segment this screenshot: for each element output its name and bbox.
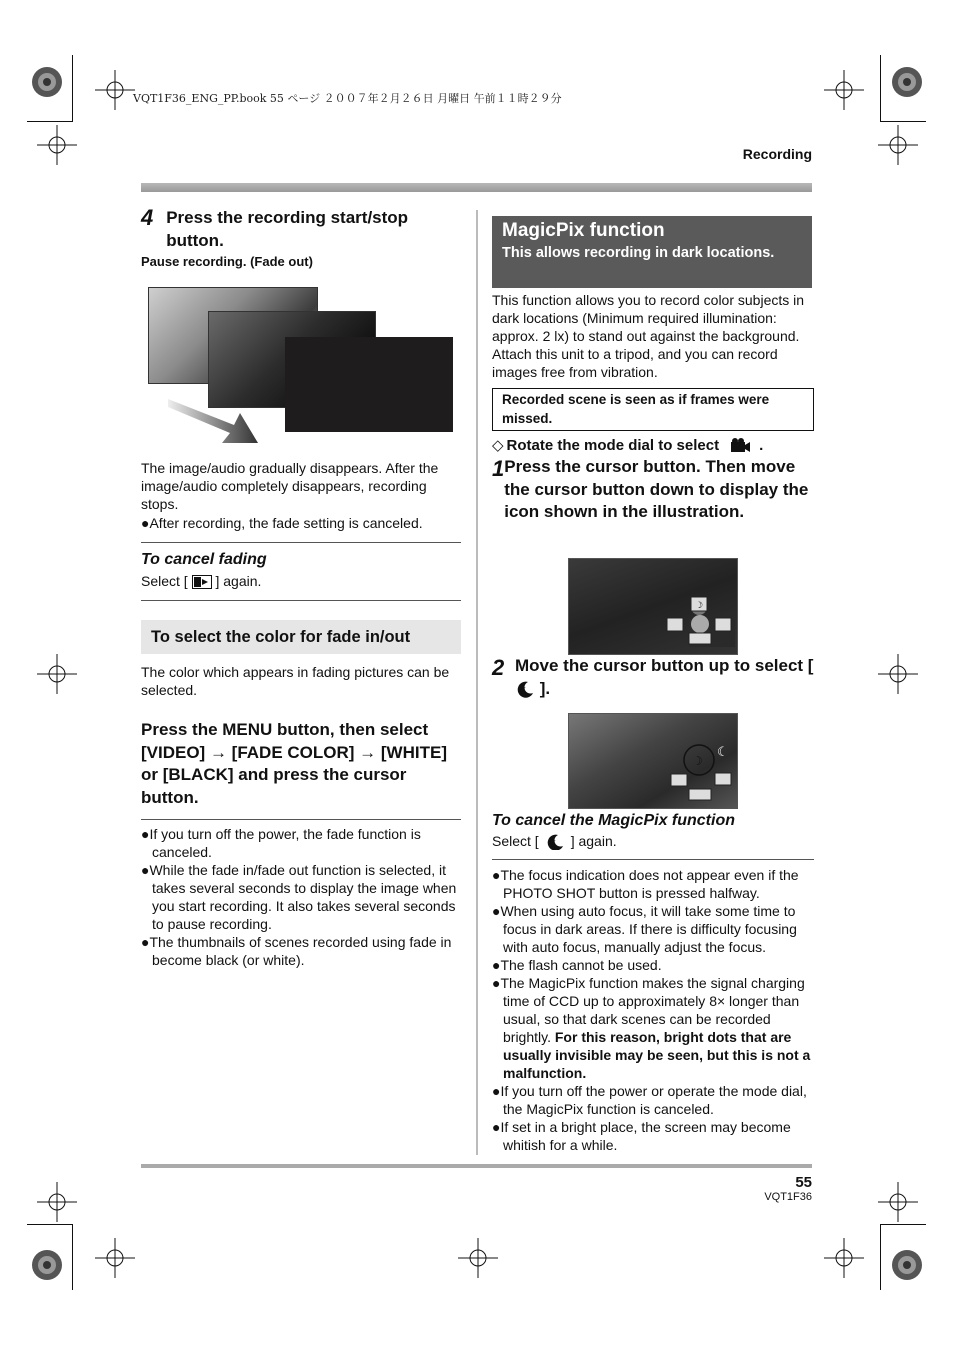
magicpix-subtitle: This allows recording in dark locations.	[502, 245, 775, 261]
fade-icon	[192, 575, 212, 589]
magicpix-intro: This function allows you to record color subjects in dark locations (Minimum required illumination: approx. 2 lx) to stand out against the background. Attach this unit to a tripod, and you can record images free from vibration.	[492, 292, 805, 380]
bullet-icon: ●	[141, 934, 150, 950]
bold-warning: For this reason, bright dots that are usually invisible may be seen, but this is not a malfunction.	[503, 1029, 811, 1081]
crosshair-icon	[878, 654, 918, 694]
crosshair-icon	[458, 1238, 498, 1278]
cancel-fading-text: Select [ ] again.	[141, 573, 262, 589]
bullet-icon: ●	[492, 1119, 501, 1135]
crosshair-icon	[95, 70, 135, 110]
magicpix-title: MagicPix function	[502, 220, 665, 241]
svg-text:★: ★	[518, 684, 527, 694]
step-subtitle: Pause recording. (Fade out)	[141, 254, 313, 269]
list-item: ●While the fade in/fade out function is selected, it takes several seconds to display the image when you start recording. It also takes several seconds to pause recording.	[141, 862, 457, 932]
magicpix-night-icon	[545, 833, 565, 850]
document-code: VQT1F36	[764, 1191, 812, 1203]
fade-color-header	[141, 620, 461, 654]
menu-instruction: Press the MENU button, then select [VIDEO] → [FADE COLOR] → [WHITE] or [BLACK] and press the cursor button.	[141, 720, 447, 807]
crosshair-icon	[824, 70, 864, 110]
list-item: ●After recording, the fade setting is canceled.	[141, 515, 423, 531]
section-heading: To select the color for fade in/out	[151, 627, 411, 646]
divider	[141, 542, 461, 543]
crosshair-icon	[824, 1238, 864, 1278]
file-info: VQT1F36_ENG_PP.book 55 ページ ２００７年２月２６日 月曜日 午前１１時２９分	[133, 92, 562, 105]
diamond-icon: ◇	[492, 437, 504, 454]
list-item: ●The flash cannot be used.	[492, 957, 662, 973]
cursor-menu-icon	[569, 714, 737, 808]
crosshair-icon	[95, 1238, 135, 1278]
step-1	[492, 456, 814, 524]
registration-target-icon	[30, 65, 64, 99]
divider	[492, 859, 814, 860]
boxed-note: Recorded scene is seen as if frames were missed.	[492, 388, 814, 431]
svg-text:☽: ☽	[695, 600, 704, 610]
list-item: ●The focus indication does not appear even if the PHOTO SHOT button is pressed halfway.	[492, 867, 799, 901]
crosshair-icon	[37, 654, 77, 694]
notes-list	[492, 866, 814, 1154]
list-item: ●When using auto focus, it will take some time to focus in dark areas. If there is difficulty focusing with auto focus, manually adjust the focus.	[492, 903, 797, 955]
step-number: 4	[141, 205, 154, 230]
list-item: ●The thumbnails of scenes recorded using fade in become black (or white).	[141, 934, 452, 968]
crosshair-icon	[37, 1182, 77, 1222]
notes-list	[141, 825, 461, 969]
cancel-fading-heading: To cancel fading	[141, 551, 267, 568]
bullet-icon: ●	[492, 867, 501, 883]
bottom-divider	[141, 1164, 812, 1168]
bullet-icon: ●	[141, 826, 150, 842]
left-column	[141, 205, 461, 269]
svg-text:☽: ☽	[692, 754, 703, 768]
list-item: ●If set in a bright place, the screen may become whitish for a while.	[492, 1119, 791, 1153]
step-title: Press the recording start/stop button.	[166, 208, 409, 250]
list-item: ●If you turn off the power or operate the mode dial, the MagicPix function is canceled.	[492, 1083, 807, 1117]
list-item: ●If you turn off the power, the fade function is canceled.	[141, 826, 421, 860]
bullet-icon: ●	[492, 957, 501, 973]
arrow-icon	[168, 395, 263, 445]
crosshair-icon	[37, 125, 77, 165]
bullet-icon: ●	[141, 515, 150, 531]
magicpix-night-icon	[515, 680, 535, 698]
registration-target-icon	[890, 1248, 924, 1282]
list-item: ●The MagicPix function makes the signal charging time of CCD up to approximately 8× longer than usual, so that dark scenes can be recorded brightly. For this reason, bright dots that are usually invisible may be seen, but this is not a malfunction.	[492, 975, 811, 1081]
magicpix-header	[492, 216, 812, 288]
page-number: 55	[795, 1174, 812, 1191]
movie-camera-icon	[729, 437, 751, 453]
step-text: Press the cursor button. Then move the cursor button down to display the icon shown in the illustration.	[504, 457, 809, 521]
registration-target-icon	[890, 65, 924, 99]
section-label: Recording	[742, 146, 812, 162]
cancel-magicpix-heading: To cancel the MagicPix function	[492, 812, 735, 829]
step-number: 2	[492, 655, 505, 680]
lcd-screen-illustration	[568, 558, 738, 655]
crosshair-icon	[878, 125, 918, 165]
divider	[141, 819, 461, 820]
top-divider	[141, 183, 812, 192]
bullet-icon: ●	[492, 903, 501, 919]
rotate-dial-instruction: ◇ Rotate the mode dial to select .	[492, 436, 764, 454]
registration-target-icon	[30, 1248, 64, 1282]
bullet-icon: ●	[492, 1083, 501, 1099]
crosshair-icon	[878, 1182, 918, 1222]
cancel-magicpix-text: Select [ ★ ] again.	[492, 833, 617, 849]
svg-text:★: ★	[548, 836, 556, 846]
svg-text:☾: ☾	[717, 744, 729, 759]
column-divider	[476, 210, 478, 1155]
fade-description: The image/audio gradually disappears. After the image/audio completely disappears, recording stops.	[141, 460, 439, 512]
bullet-icon: ●	[492, 975, 501, 991]
bullet-icon: ●	[141, 862, 150, 878]
fade-color-description: The color which appears in fading pictures can be selected.	[141, 664, 450, 698]
step-number: 1	[492, 456, 505, 481]
divider	[141, 600, 461, 601]
step-2: 2 Move the cursor button up to select [ ★ ].	[492, 655, 814, 698]
cursor-menu-icon	[569, 559, 737, 654]
fade-illustration	[148, 287, 454, 447]
lcd-screen-illustration	[568, 713, 738, 809]
